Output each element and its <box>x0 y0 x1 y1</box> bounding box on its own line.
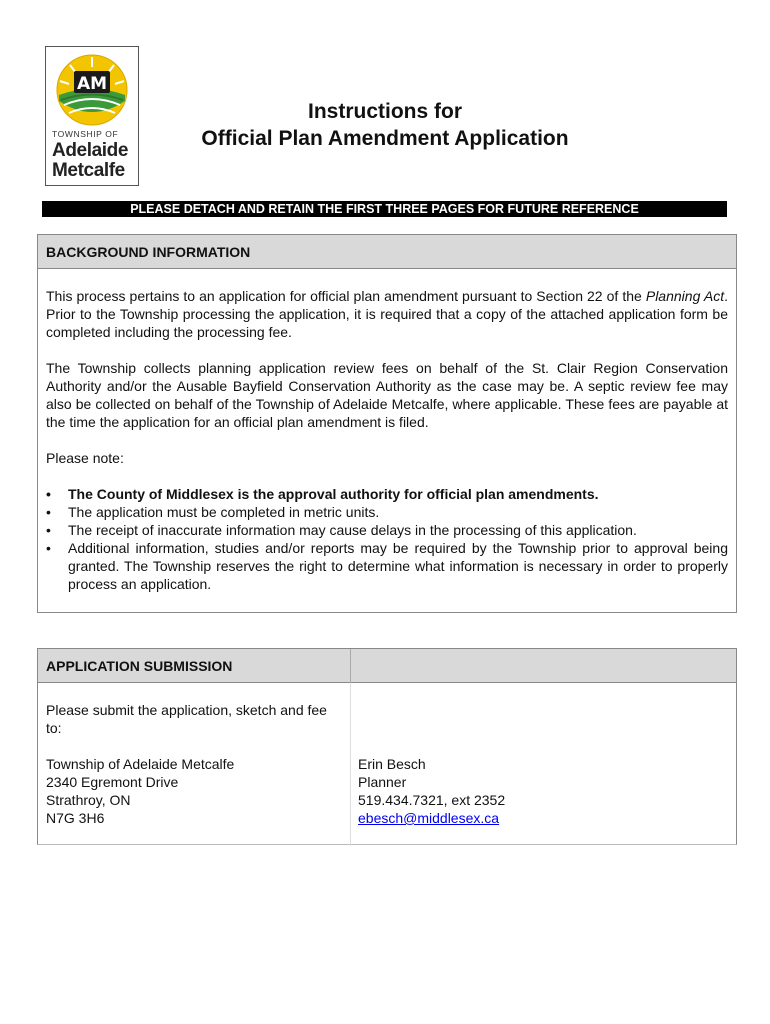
paragraph-1-text-a: This process pertains to an application for official plan amendment pursuant to Section 22 of the <box>46 288 646 304</box>
planner-contact <box>358 755 718 827</box>
address-line: Strathroy, ON <box>46 792 131 808</box>
list-item: • Additional information, studies and/or reports may be required by the Township prior to approval being granted. The Township reserves the right to determine what information is necessary in order to properly process an application. <box>46 539 728 593</box>
detach-notice-banner: PLEASE DETACH AND RETAIN THE FIRST THREE PAGES FOR FUTURE REFERENCE <box>42 201 727 217</box>
address-line: N7G 3H6 <box>46 810 105 826</box>
application-submission-heading-text: APPLICATION SUBMISSION <box>46 658 233 674</box>
background-information-section <box>37 234 737 613</box>
township-emblem-icon <box>54 53 130 127</box>
page-title-line1: Instructions for <box>307 100 462 123</box>
contact-name: Erin Besch <box>358 756 426 772</box>
background-information-body <box>46 287 728 593</box>
logo-monogram: AM <box>76 74 108 94</box>
application-submission-heading <box>38 649 736 683</box>
logo-text-adelaide: Adelaide <box>52 140 128 161</box>
paragraph-1-text-b: . Prior to the Township processing the application, it is required that a copy of the attached application form be completed including the processing fee. <box>46 288 728 340</box>
township-address <box>46 755 336 827</box>
logo-text-metcalfe: Metcalfe <box>52 160 125 181</box>
background-paragraph-1 <box>46 287 728 341</box>
contact-email-link[interactable]: ebesch@middlesex.ca <box>358 810 500 826</box>
background-information-heading: BACKGROUND INFORMATION <box>38 235 736 269</box>
logo-text-township-of: TOWNSHIP OF <box>52 129 119 139</box>
please-note-label: Please note: <box>46 450 124 466</box>
address-line: 2340 Egremont Drive <box>46 774 179 790</box>
background-paragraph-2: The Township collects planning application review fees on behalf of the St. Clair Region Conservation Authority and/or the Ausable Bayfield Conservation Authority as the case may be. A septic review fee may also be collected on behalf of the Township of Adelaide Metcalfe, where applicable. These fees are payable at the time the application for an official plan amendment is filed. <box>46 360 728 430</box>
township-logo <box>45 46 139 186</box>
submission-intro: Please submit the application, sketch and fee to: <box>46 702 327 736</box>
column-divider <box>350 683 351 846</box>
list-item: • The County of Middlesex is the approval authority for official plan amendments. <box>46 485 728 503</box>
list-item: • The application must be completed in metric units. <box>46 503 728 521</box>
contact-role: Planner <box>358 774 407 790</box>
list-item: • The receipt of inaccurate information may cause delays in the processing of this application. <box>46 521 728 539</box>
page-title-line2: Official Plan Amendment Application <box>201 127 569 150</box>
application-submission-section <box>37 648 737 845</box>
contact-phone: 519.434.7321, ext 2352 <box>358 792 506 808</box>
planning-act-italic: Planning Act <box>645 288 725 304</box>
header-column-divider <box>350 649 351 683</box>
address-line: Township of Adelaide Metcalfe <box>46 756 235 772</box>
notes-list <box>46 485 728 593</box>
